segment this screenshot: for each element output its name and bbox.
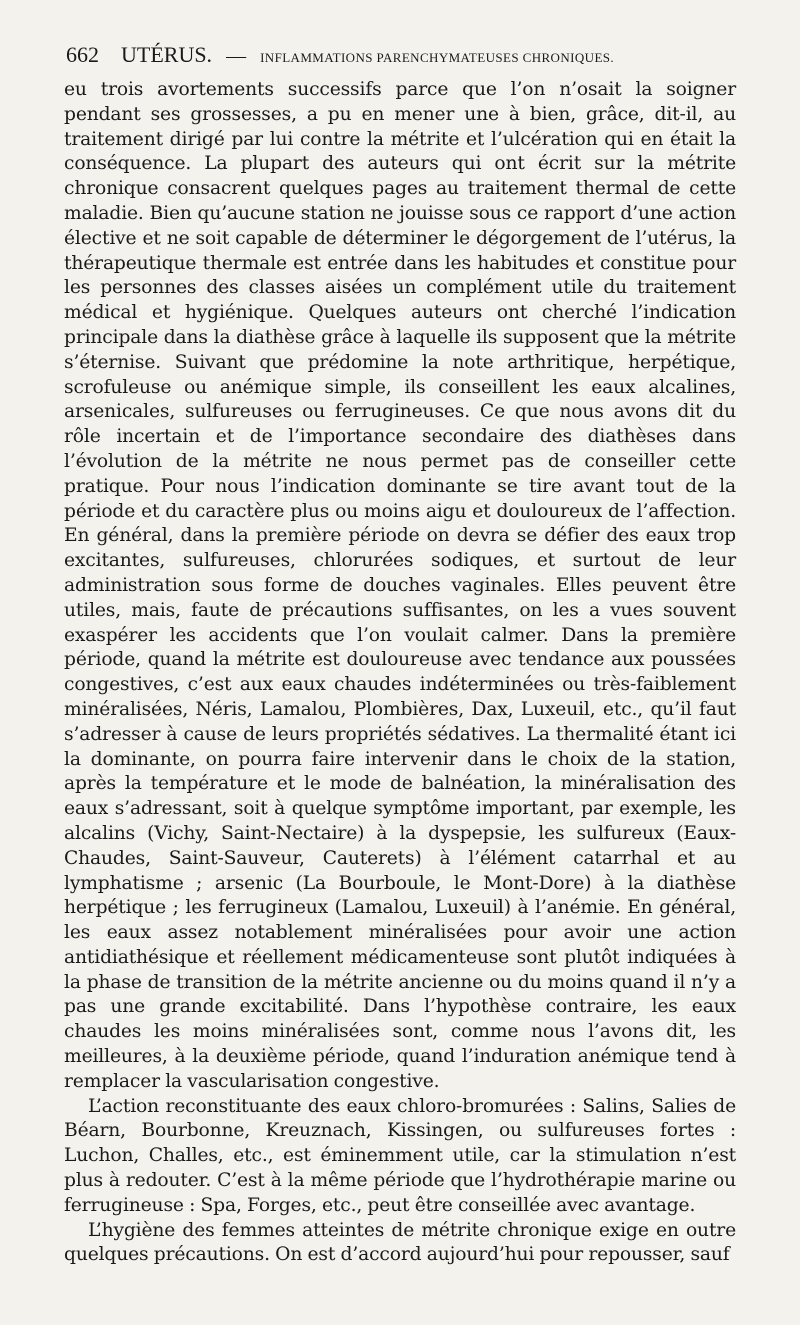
paragraph-reconstituant: L’action reconstituante des eaux chloro-bromurées : Salins, Salies de Béarn, Bourbonne, Kreuznach, Kissingen, ou sulfureuses fortes : Luchon, Challes, etc., est éminemment utile, car la stimulation n’est plus à redouter. C’est à la même période que l’hydrothérapie marine ou ferrugineuse : Spa, Forges, etc., peut être conseillée avec avantage. [64, 1095, 736, 1216]
paragraph-continued: eu trois avortements successifs parce que l’on n’osait la soigner pendant ses grossesses, a pu en mener une à bien, grâce, dit-il, au traitement dirigé par lui contre la métrite et l’ulcération qui en était la conséquence. La plupart des auteurs qui ont écrit sur la métrite chronique consacrent quelques pages au traitement thermal de cette maladie. Bien qu’aucune station ne jouisse sous ce rapport d’une action élective et ne soit capable de déterminer le dégorgement de l’utérus, la thérapeutique thermale est entrée dans les habitudes et constitue pour les personnes des classes aisées un complément utile du traitement médical et hygiénique. Quelques auteurs ont cherché l’indication principale dans la diathèse grâce à laquelle ils supposent que la métrite s’éternise. Suivant que prédomine la note arthritique, herpétique, scrofuleuse ou anémique simple, ils conseillent les eaux alcalines, arsenicales, sulfureuses ou ferrugineuses. Ce que nous avons dit du rôle incertain et de l’importance secondaire des diathèses dans l’évolution de la métrite ne nous permet pas de conseiller cette pratique. Pour nous l’indication dominante se tire avant tout de la période et du caractère plus ou moins aigu et douloureux de l’affection. En général, dans la première période on devra se défier des eaux trop excitantes, sulfureuses, chlorurées sodiques, et surtout de leur administration sous forme de douches vaginales. Elles peuvent être utiles, mais, faute de précautions suffisantes, on les a vues souvent exaspérer les accidents que l’on voulait calmer. Dans la première période, quand la métrite est douloureuse avec tendance aux poussées congestives, c’est aux eaux chaudes indéterminées ou très-faiblement minéralisées, Néris, Lamalou, Plombières, Dax, Luxeuil, etc., qu’il faut s’adresser à cause de leurs propriétés sédatives. La thermalité étant ici la dominante, on pourra faire intervenir dans le choix de la station, après la température et le mode de balnéation, la minéralisation des eaux s’adressant, soit à quelque symptôme important, par exemple, les alcalins (Vichy, Saint-Nectaire) à la dyspepsie, les sulfureux (Eaux-Chaudes, Saint-Sauveur, Cauterets) à l’élément catarrhal et au lymphatisme ; arsenic (La Bourboule, le Mont-Dore) à la diathèse herpétique ; les ferrugineux (Lamalou, Luxeuil) à l’anémie. En général, les eaux assez notablement minéralisées pour avoir une action antidiathésique et réellement médicamenteuse sont plutôt indiquées à la phase de transition de la métrite ancienne ou du moins quand il n’y a pas une grande excitabilité. Dans l’hypothèse contraire, les eaux chaudes les moins minéralisées sont, comme nous l’avons dit, les meilleures, à la deuxième période, quand l’induration anémique tend à remplacer la vascularisation congestive. [64, 79, 736, 1092]
paragraph-hygiene: L’hygiène des femmes atteintes de métrite chronique exige en outre quelques précautions. On est d’accord aujourd’hui pour repousser, sauf [64, 1219, 736, 1266]
section-title: INFLAMMATIONS PARENCHYMATEUSES CHRONIQUES. [260, 50, 615, 65]
running-header [66, 42, 746, 76]
running-title: UTÉRUS. [121, 42, 213, 67]
header-dash: — [226, 45, 247, 67]
page-number: 662 [66, 42, 99, 67]
body-text [64, 78, 736, 1268]
